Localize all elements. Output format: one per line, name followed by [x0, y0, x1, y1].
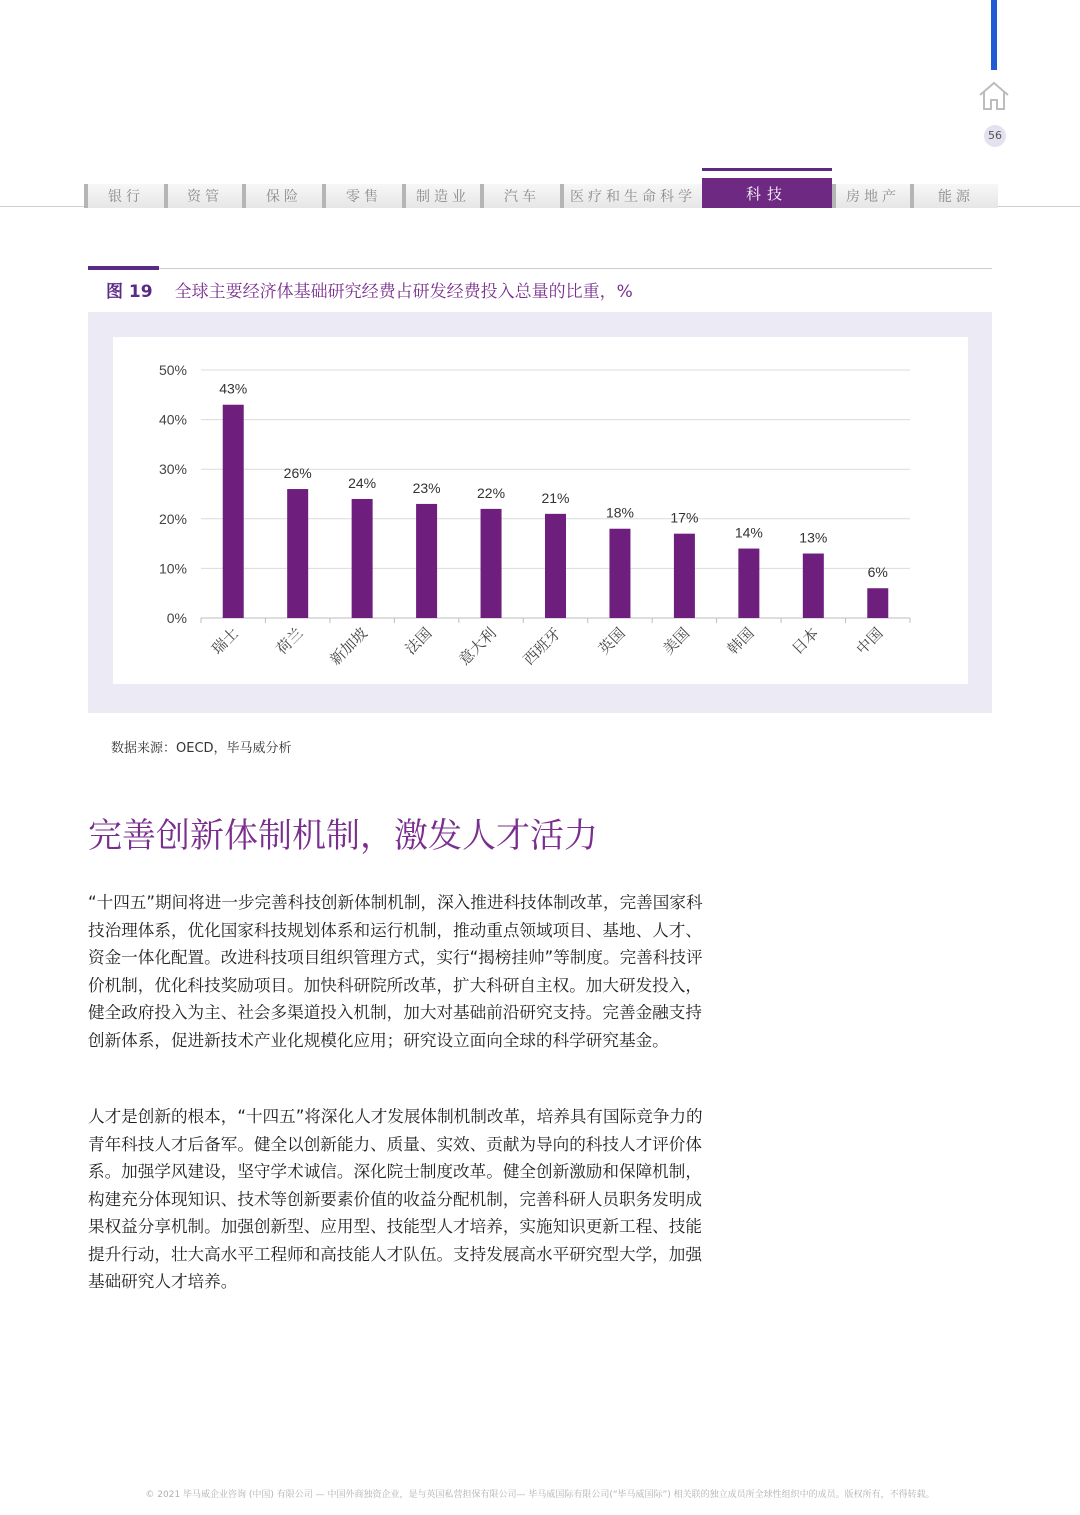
y-tick-label: 10%	[158, 560, 187, 577]
tab-0[interactable]: 银行	[84, 184, 164, 208]
bar	[223, 405, 244, 618]
tab-5[interactable]: 汽车	[480, 184, 560, 208]
bar	[803, 554, 824, 618]
home-button[interactable]	[976, 78, 1012, 114]
bar	[674, 534, 695, 618]
data-label: 43%	[219, 380, 248, 397]
tab-2[interactable]: 保险	[242, 184, 322, 208]
data-label: 23%	[412, 479, 441, 496]
figure-title: 全球主要经济体基础研究经费占研发经费投入总量的比重，%	[174, 282, 633, 302]
y-tick-label: 40%	[158, 411, 187, 428]
data-source: 数据来源：OECD，毕马威分析	[111, 741, 292, 756]
home-icon	[976, 78, 1012, 114]
bar	[481, 509, 502, 618]
bar	[738, 549, 759, 618]
data-label: 24%	[348, 474, 377, 491]
tab-8[interactable]: 房地产	[832, 184, 910, 208]
bar	[609, 529, 630, 618]
data-label: 26%	[283, 465, 312, 482]
bar	[416, 504, 437, 618]
x-category-label: 韩国	[723, 624, 758, 659]
data-label: 13%	[799, 529, 828, 546]
x-category-label: 英国	[594, 624, 629, 659]
bar	[352, 499, 373, 618]
x-category-label: 中国	[852, 624, 887, 659]
x-category-label: 荷兰	[272, 624, 307, 659]
body-paragraph: “十四五”期间将进一步完善科技创新体制机制，深入推进科技体制改革，完善国家科技治理体系，优化国家科技规划体系和运行机制，推动重点领域项目、基地、人才、资金一体化配置。改进科技项目组织管理方式，实行“揭榜挂帅”等制度。完善科技评价机制，优化科技奖励项目。加快科研院所改革，扩大科研自主权。加大研发投入，健全政府投入为主、社会多渠道投入机制，加大对基础前沿研究支持。完善金融支持创新体系，促进新技术产业化规模化应用；研究设立面向全球的科学研究基金。	[88, 893, 703, 1050]
tab-4[interactable]: 制造业	[402, 184, 480, 208]
x-category-label: 日本	[788, 624, 823, 659]
y-tick-label: 0%	[166, 610, 187, 626]
figure-rule	[88, 268, 992, 269]
tab-7[interactable]: 科技	[702, 178, 832, 208]
page-number-badge: 56	[984, 125, 1006, 147]
data-label: 18%	[605, 504, 634, 521]
figure-label: 图 19	[106, 282, 153, 302]
y-tick-label: 20%	[158, 510, 187, 527]
top-accent-bar	[991, 0, 997, 70]
copyright-footer: © 2021 毕马威企业咨询 (中国) 有限公司 — 中国外商独资企业，是与英国私营担保有限公司— 毕马威国际有限公司(“毕马威国际”) 相关联的独立成员所全球性组织中的成员。版权所有，不得转载。	[145, 1490, 935, 1500]
data-label: 14%	[734, 524, 763, 541]
data-label: 17%	[670, 509, 699, 526]
chart-card	[113, 337, 968, 684]
bar-chart	[113, 337, 968, 684]
x-category-label: 法国	[401, 624, 436, 659]
bar	[545, 514, 566, 618]
section-headline: 完善创新体制机制，激发人才活力	[88, 816, 598, 856]
tab-1[interactable]: 资管	[164, 184, 242, 208]
figure-rule-accent	[88, 266, 159, 270]
tab-6[interactable]: 医疗和生命科学	[560, 184, 702, 208]
data-label: 21%	[541, 489, 570, 506]
x-category-label: 美国	[659, 624, 694, 659]
x-category-label: 西班牙	[519, 624, 565, 669]
bar	[287, 489, 308, 618]
y-tick-label: 50%	[158, 362, 187, 378]
data-label: 6%	[867, 564, 888, 581]
body-paragraph: 人才是创新的根本，“十四五”将深化人才发展体制机制改革，培养具有国际竞争力的青年科技人才后备军。健全以创新能力、质量、实效、贡献为导向的科技人才评价体系。加强学风建设，坚守学术诚信。深化院士制度改革。健全创新激励和保障机制，构建充分体现知识、技术等创新要素价值的收益分配机制，完善科研人员职务发明成果权益分享机制。加强创新型、应用型、技能型人才培养，实施知识更新工程、技能提升行动，壮大高水平工程师和高技能人才队伍。支持发展高水平研究型大学，加强基础研究人才培养。	[88, 1107, 703, 1291]
bar	[867, 588, 888, 618]
x-category-label: 意大利	[455, 624, 500, 669]
data-label: 22%	[477, 484, 506, 501]
tab-3[interactable]: 零售	[322, 184, 402, 208]
tab-9[interactable]: 能源	[910, 184, 998, 208]
section-tabs	[84, 184, 998, 208]
figure-heading	[106, 277, 633, 302]
y-tick-label: 30%	[158, 461, 187, 478]
x-category-label: 瑞士	[208, 624, 243, 659]
x-category-label: 新加坡	[326, 624, 371, 669]
